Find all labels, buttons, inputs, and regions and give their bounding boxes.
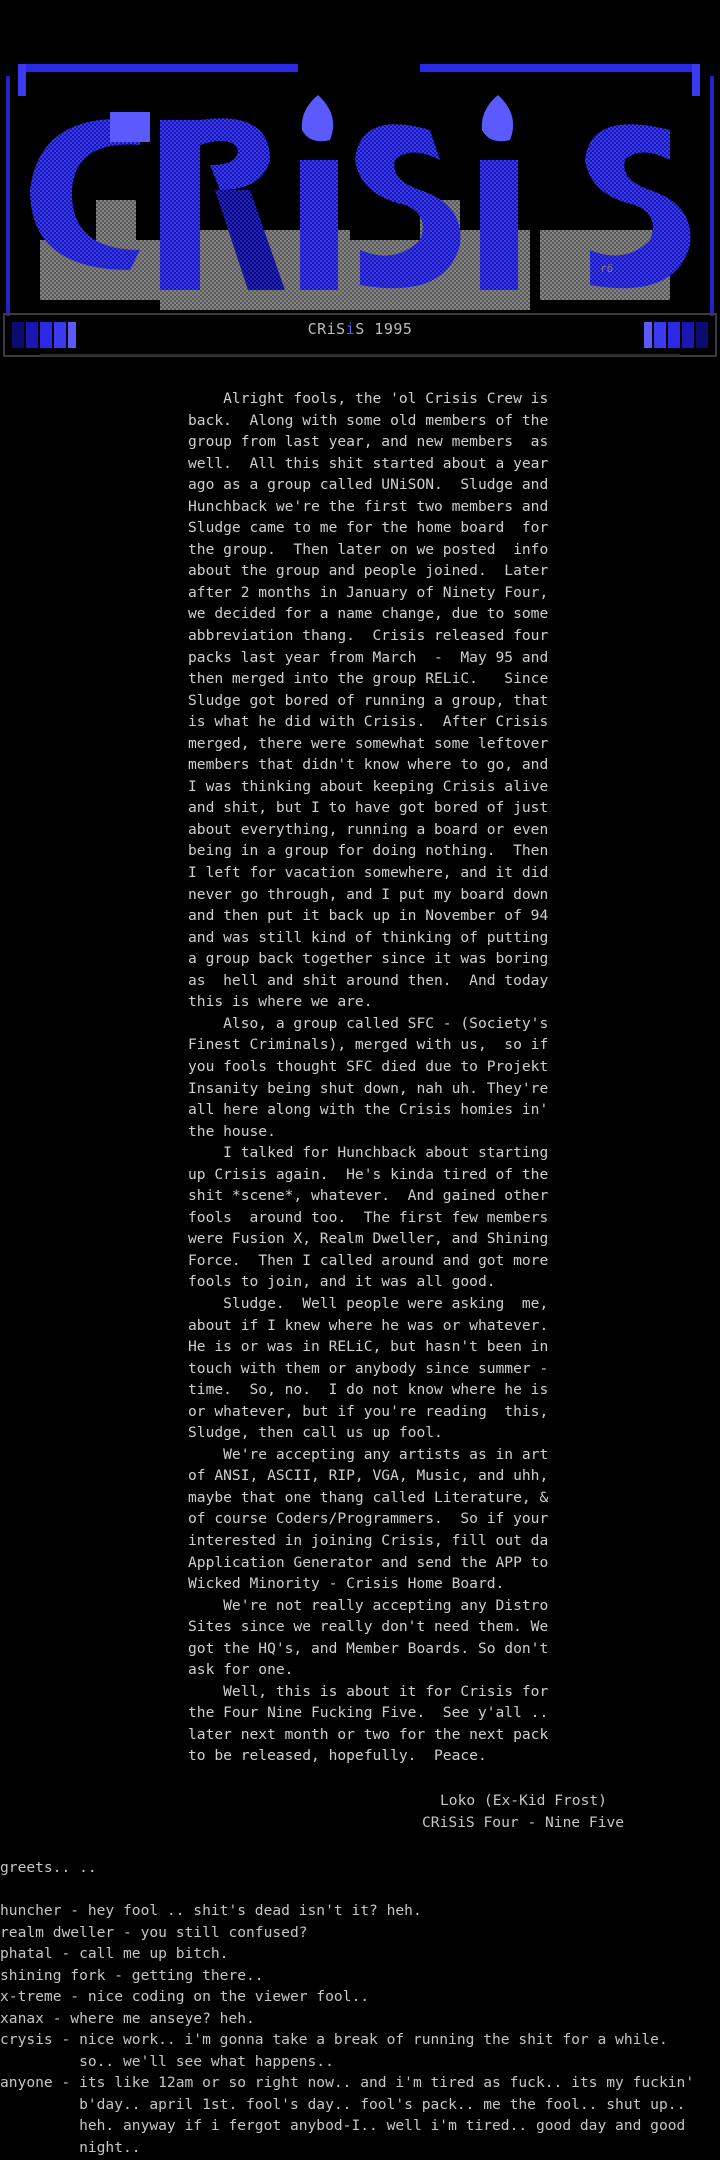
article-line: We're accepting any artists as in art — [188, 1445, 549, 1463]
article-line: or whatever, but if you're reading this, — [188, 1402, 549, 1420]
article-line: of course Coders/Programmers. So if your — [188, 1510, 549, 1528]
greet-item: shining fork - getting there.. — [0, 1966, 264, 1984]
article-line: I left for vacation somewhere, and it did — [188, 864, 549, 882]
greet-item: x-treme - nice coding on the viewer fool.. — [0, 1988, 370, 2005]
crisis-logo — [0, 0, 720, 372]
caption-part-3: S 1995 — [355, 320, 413, 338]
article-line: time. So, no. I do not know where he is — [188, 1381, 549, 1399]
article-line: later next month or two for the next pack — [188, 1725, 549, 1743]
article-line: about everything, running a board or even — [188, 820, 549, 838]
article-line: as hell and shit around then. And today — [188, 971, 549, 989]
article-line: members that didn't know where to go, and — [188, 756, 549, 774]
article-line: you fools thought SFC died due to Projekt — [188, 1057, 549, 1075]
article-line: to be released, hopefully. Peace. — [188, 1747, 487, 1765]
article-line: Hunchback we're the first two members and — [188, 497, 549, 515]
article-line: interested in joining Crisis, fill out da — [188, 1531, 549, 1549]
article-line: Sludge. Well people were asking me, — [188, 1294, 549, 1312]
article-line: Sludge, then call us up fool. — [188, 1424, 443, 1442]
greets-title: greets.. .. — [0, 1859, 97, 1876]
article-line: the house. — [188, 1122, 276, 1140]
article-line: packs last year from March - May 95 and — [188, 648, 549, 666]
logo-letter-i1 — [300, 95, 338, 290]
article-line: never go through, and I put my board down — [188, 885, 549, 903]
article-line: abbreviation thang. Crisis released four — [188, 627, 549, 645]
article-line: about the group and people joined. Later — [188, 562, 549, 580]
greet-item: xanax - where me anseye? heh. — [0, 2009, 255, 2027]
article-line: about if I knew where he was or whatever. — [188, 1316, 549, 1334]
article-line: I talked for Hunchback about starting — [188, 1144, 549, 1162]
article-line: fools to join, and it was all good. — [188, 1273, 496, 1291]
article-line: Wicked Minority - Crisis Home Board. — [188, 1575, 505, 1593]
article-line: shit *scene*, whatever. And gained other — [188, 1187, 549, 1205]
article-line: Application Generator and send the APP to — [188, 1553, 549, 1571]
article-line: group from last year, and new members as — [188, 433, 549, 451]
article-line: after 2 months in January of Ninety Four, — [188, 583, 549, 601]
article-line: well. All this shit started about a year — [188, 454, 549, 472]
article-line: the group. Then later on we posted info — [188, 540, 549, 558]
article-line: Sites since we really don't need them. We — [188, 1618, 549, 1636]
article-line: is what he did with Crisis. After Crisis — [188, 713, 549, 731]
greet-item: phatal - call me up bitch. — [0, 1945, 229, 1962]
article-line: a group back together since it was boring — [188, 950, 549, 968]
logo-artist-tag: rö — [600, 262, 614, 275]
greets-list — [0, 1900, 720, 2158]
article-line: the Four Nine Fucking Five. See y'all .. — [188, 1704, 549, 1722]
article-line: then merged into the group RELiC. Since — [188, 670, 549, 688]
article-line: maybe that one thang called Literature, & — [188, 1488, 549, 1506]
article-line: all here along with the Crisis homies in' — [188, 1101, 549, 1119]
article-line: merged, there were somewhat some leftover — [188, 734, 549, 752]
article-line: ask for one. — [188, 1661, 294, 1679]
article-line: Well, this is about it for Crisis for — [188, 1682, 549, 1700]
article-line: fools around too. The first few members — [188, 1208, 549, 1226]
logo-letter-s1 — [355, 124, 461, 288]
article-line: Finest Criminals), merged with us, so if — [188, 1036, 549, 1054]
signature-group: CRiSiS Four - Nine Five — [422, 1813, 625, 1831]
article-line: being in a group for doing nothing. Then — [188, 842, 549, 860]
article-line: I was thinking about keeping Crisis alive — [188, 777, 549, 795]
article-line: Insanity being shut down, nah uh. They're — [188, 1079, 549, 1097]
article-line: up Crisis again. He's kinda tired of the — [188, 1165, 549, 1183]
article-line: Sludge got bored of running a group, that — [188, 691, 549, 709]
caption-part-2: i — [345, 320, 356, 338]
article-line: touch with them or anybody since summer - — [188, 1359, 549, 1377]
greet-item: crysis - nice work.. i'm gonna take a break of running the shit for a while. so.. we'll see what happens.. — [0, 2031, 668, 2070]
article-line: Sludge came to me for the home board for — [188, 519, 549, 537]
article-line: Also, a group called SFC - (Society's — [188, 1014, 549, 1032]
article-line: He is or was in RELiC, but hasn't been in — [188, 1338, 549, 1356]
article-line: Force. Then I called around and got more — [188, 1251, 549, 1269]
article-line: back. Along with some old members of the — [188, 411, 549, 429]
article-line: and then put it back up in November of 94 — [188, 907, 549, 925]
greet-item: huncher - hey fool .. shit's dead isn't it? heh. — [0, 1902, 422, 1919]
article-line: this is where we are. — [188, 993, 373, 1011]
greet-item: anyone - its like 12am or so right now.. and i'm tired as fuck.. its my fuckin' b'day.. april 1st. fool's day.. fool's pack.. me the fool.. shut up.. heh. anyway if i fergot anybod-I.. well i'm tired.. good day and good night.. — [0, 2074, 695, 2156]
article-line: were Fusion X, Realm Dweller, and Shining — [188, 1230, 549, 1248]
signature-name: Loko (Ex-Kid Frost) — [440, 1792, 607, 1809]
article-line: got the HQ's, and Member Boards. So don't — [188, 1639, 549, 1657]
caption-part-1: CRiS — [307, 320, 346, 338]
article-line: and shit, but I to have got bored of just — [188, 799, 549, 817]
logo-caption — [0, 320, 720, 338]
article-line: and was still kind of thinking of putting — [188, 928, 549, 946]
article-line: of ANSI, ASCII, RIP, VGA, Music, and uhh, — [188, 1467, 549, 1485]
article-line: We're not really accepting any Distro — [188, 1596, 549, 1614]
logo-letter-i2 — [480, 95, 518, 290]
article-line: ago as a group called UNiSON. Sludge and — [188, 476, 549, 494]
greet-item: realm dweller - you still confused? — [0, 1923, 308, 1941]
logo-frame-top — [18, 64, 298, 72]
article-line: we decided for a name change, due to some — [188, 605, 549, 623]
article-body — [188, 388, 568, 1767]
article-line: Alright fools, the 'ol Crisis Crew is — [188, 390, 549, 407]
